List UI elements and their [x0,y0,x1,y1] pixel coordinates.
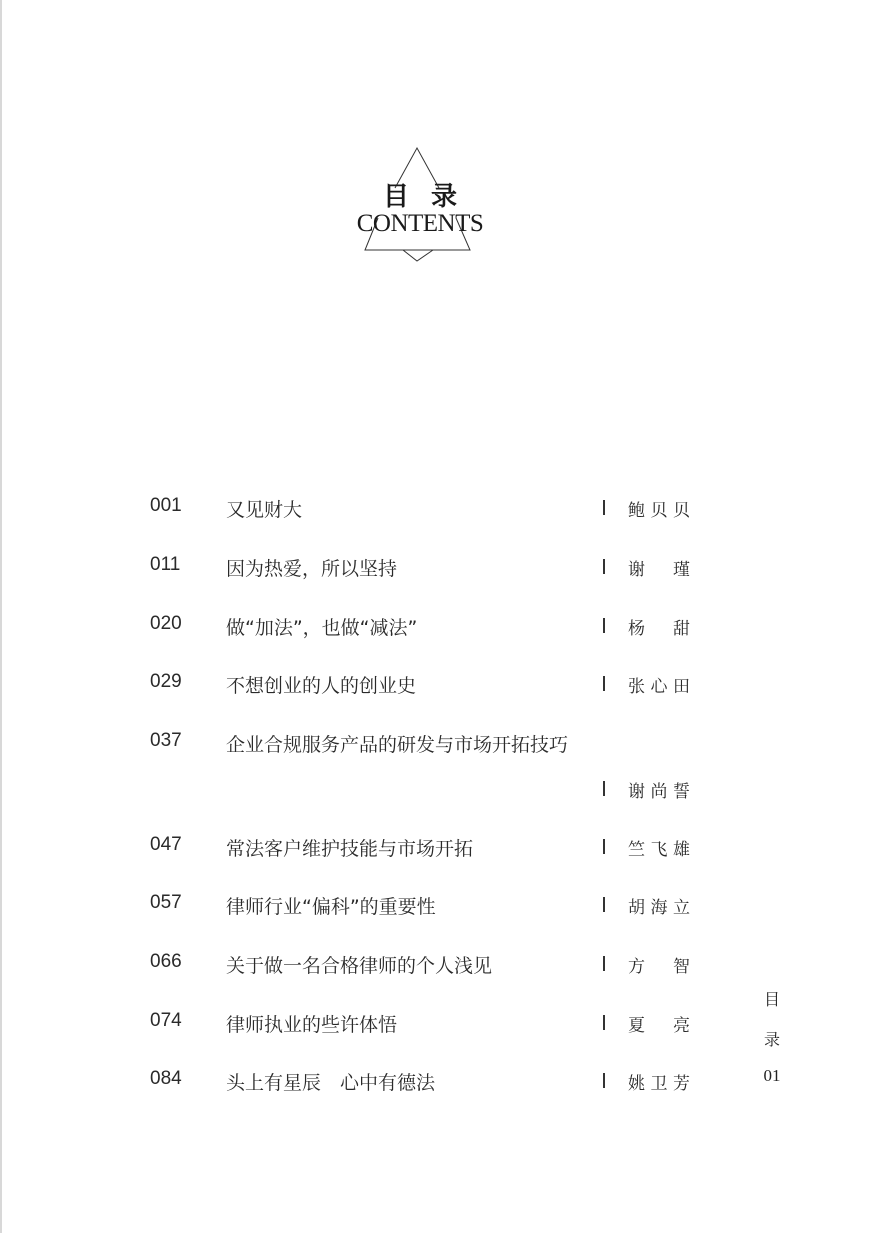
entry-author: 鲍 贝 贝 [628,501,690,521]
side-label-char: 录 [763,1030,780,1049]
entry-title: 因为热爱，所以坚持 [226,558,398,580]
toc-entry[interactable] [0,613,879,643]
entry-page-number: 057 [150,892,182,913]
entry-page-number: 011 [150,554,181,575]
entry-title: 头上有星辰 心中有德法 [226,1072,436,1094]
entry-title: 常法客户维护技能与市场开拓 [226,838,474,860]
entry-page-number: 020 [150,613,182,634]
separator-bar [603,676,605,691]
separator-bar [603,559,605,574]
entry-page-number: 037 [150,730,182,751]
toc-entry[interactable] [0,730,879,760]
separator-bar [603,1073,605,1088]
heading-english: CONTENTS [356,210,484,237]
contents-emblem [340,140,500,270]
entry-author: 方 智 [628,957,690,977]
toc-entry[interactable] [0,495,879,525]
entry-author: 张 心 田 [628,677,690,697]
separator-bar [603,500,605,515]
separator-bar [603,897,605,912]
separator-bar [603,1015,605,1030]
toc-entry[interactable] [0,554,879,584]
toc-entry[interactable] [0,951,879,981]
separator-bar [603,618,605,633]
toc-entry[interactable] [0,1068,879,1098]
entry-page-number: 001 [150,495,182,516]
entry-author: 胡 海 立 [628,898,690,918]
entry-page-number: 029 [150,671,182,692]
side-label-char: 目 [763,990,780,1009]
toc-entry[interactable] [0,671,879,701]
heading-chinese: 目录 [382,182,479,212]
toc-entry[interactable] [0,834,879,864]
entry-title: 律师执业的些许体悟 [226,1014,398,1036]
entry-author: 夏 亮 [628,1016,690,1036]
entry-author: 竺 飞 雄 [628,840,690,860]
toc-entry[interactable] [0,892,879,922]
entry-title: 律师行业“偏科”的重要性 [226,896,436,918]
entry-author: 姚 卫 芳 [628,1074,690,1094]
entry-author: 杨 甜 [628,619,690,639]
toc-entry[interactable] [0,1010,879,1040]
separator-bar [603,956,605,971]
entry-title: 企业合规服务产品的研发与市场开拓技巧 [226,734,569,756]
entry-page-number: 066 [150,951,182,972]
separator-bar [603,781,605,796]
separator-bar [603,839,605,854]
entry-author: 谢 尚 誓 [628,782,690,802]
folio-page-number: 01 [763,1066,781,1085]
entry-page-number: 047 [150,834,182,855]
entry-page-number: 074 [150,1010,182,1031]
entry-title: 又见财大 [226,499,303,521]
entry-title: 不想创业的人的创业史 [226,675,417,697]
toc-entry-author-line [0,776,879,806]
running-header [762,980,782,1086]
entry-page-number: 084 [150,1068,182,1089]
entry-title: 关于做一名合格律师的个人浅见 [226,955,493,977]
entry-title: 做“加法”，也做“减法” [226,617,418,639]
entry-author: 谢 瑾 [628,560,690,580]
